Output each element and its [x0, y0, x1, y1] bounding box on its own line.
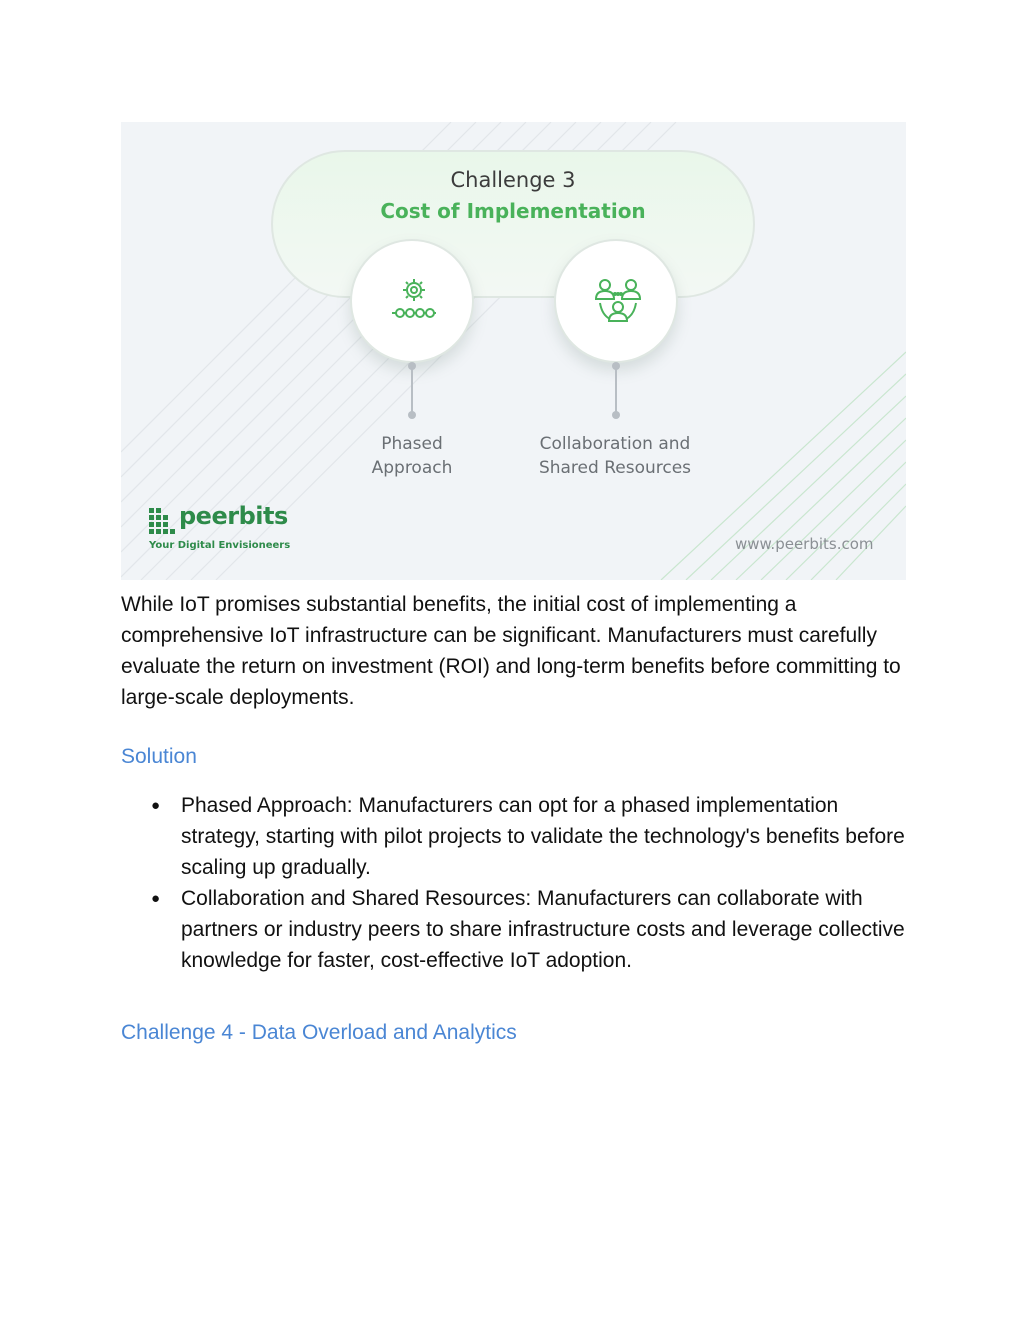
connector-dot: [612, 411, 620, 419]
label-line: Phased: [381, 434, 443, 454]
label-line: Collaboration and: [539, 434, 691, 454]
figure-subtitle: Cost of Implementation: [380, 199, 646, 223]
connector-line: [411, 365, 413, 415]
list-item-text: Phased Approach: Manufacturers can opt for a phased implementation strategy, starting with pilot projects to validate the technology's benefits before scaling up gradually.: [181, 794, 905, 879]
list-item: [151, 883, 911, 976]
solution-list: [151, 790, 911, 976]
list-item: [151, 790, 911, 883]
website-url: www.peerbits.com: [735, 535, 874, 553]
label-line: Approach: [371, 458, 453, 478]
solution-heading: Solution: [121, 745, 197, 768]
collaboration-circle: [554, 239, 678, 363]
connector-dot: [408, 411, 416, 419]
figure-title: Challenge 3: [450, 168, 576, 192]
gear-process-icon: [384, 273, 444, 333]
peerbits-logo: [149, 502, 291, 551]
logo-wordmark: peerbits: [179, 502, 288, 530]
logo-tagline: Your Digital Envisioneers: [149, 540, 291, 551]
challenge-figure: [121, 122, 906, 580]
intro-paragraph: While IoT promises substantial benefits, the initial cost of implementing a comprehensive IoT infrastructure can be significant. Manufacturers must carefully evaluate the return on investment (ROI) and long-term benefits before committing to large-scale deployments.: [121, 593, 901, 709]
next-section-heading: Challenge 4 - Data Overload and Analytics: [121, 1021, 517, 1044]
logo-grid-icon: [149, 508, 175, 534]
label-line: Shared Resources: [538, 458, 692, 478]
list-item-text: Collaboration and Shared Resources: Manufacturers can collaborate with partners or industry peers to share infrastructure costs and leverage collective knowledge for faster, cost-effective IoT adoption.: [181, 887, 905, 972]
bullet-icon: ●: [151, 890, 161, 907]
connector-dot: [612, 362, 620, 370]
connector-line: [615, 365, 617, 415]
connector-dot: [408, 362, 416, 370]
bullet-icon: ●: [151, 797, 161, 814]
collaboration-label: [515, 432, 715, 480]
phased-approach-circle: [350, 239, 474, 363]
phased-approach-label: [321, 432, 503, 480]
team-collaboration-icon: [588, 273, 648, 333]
